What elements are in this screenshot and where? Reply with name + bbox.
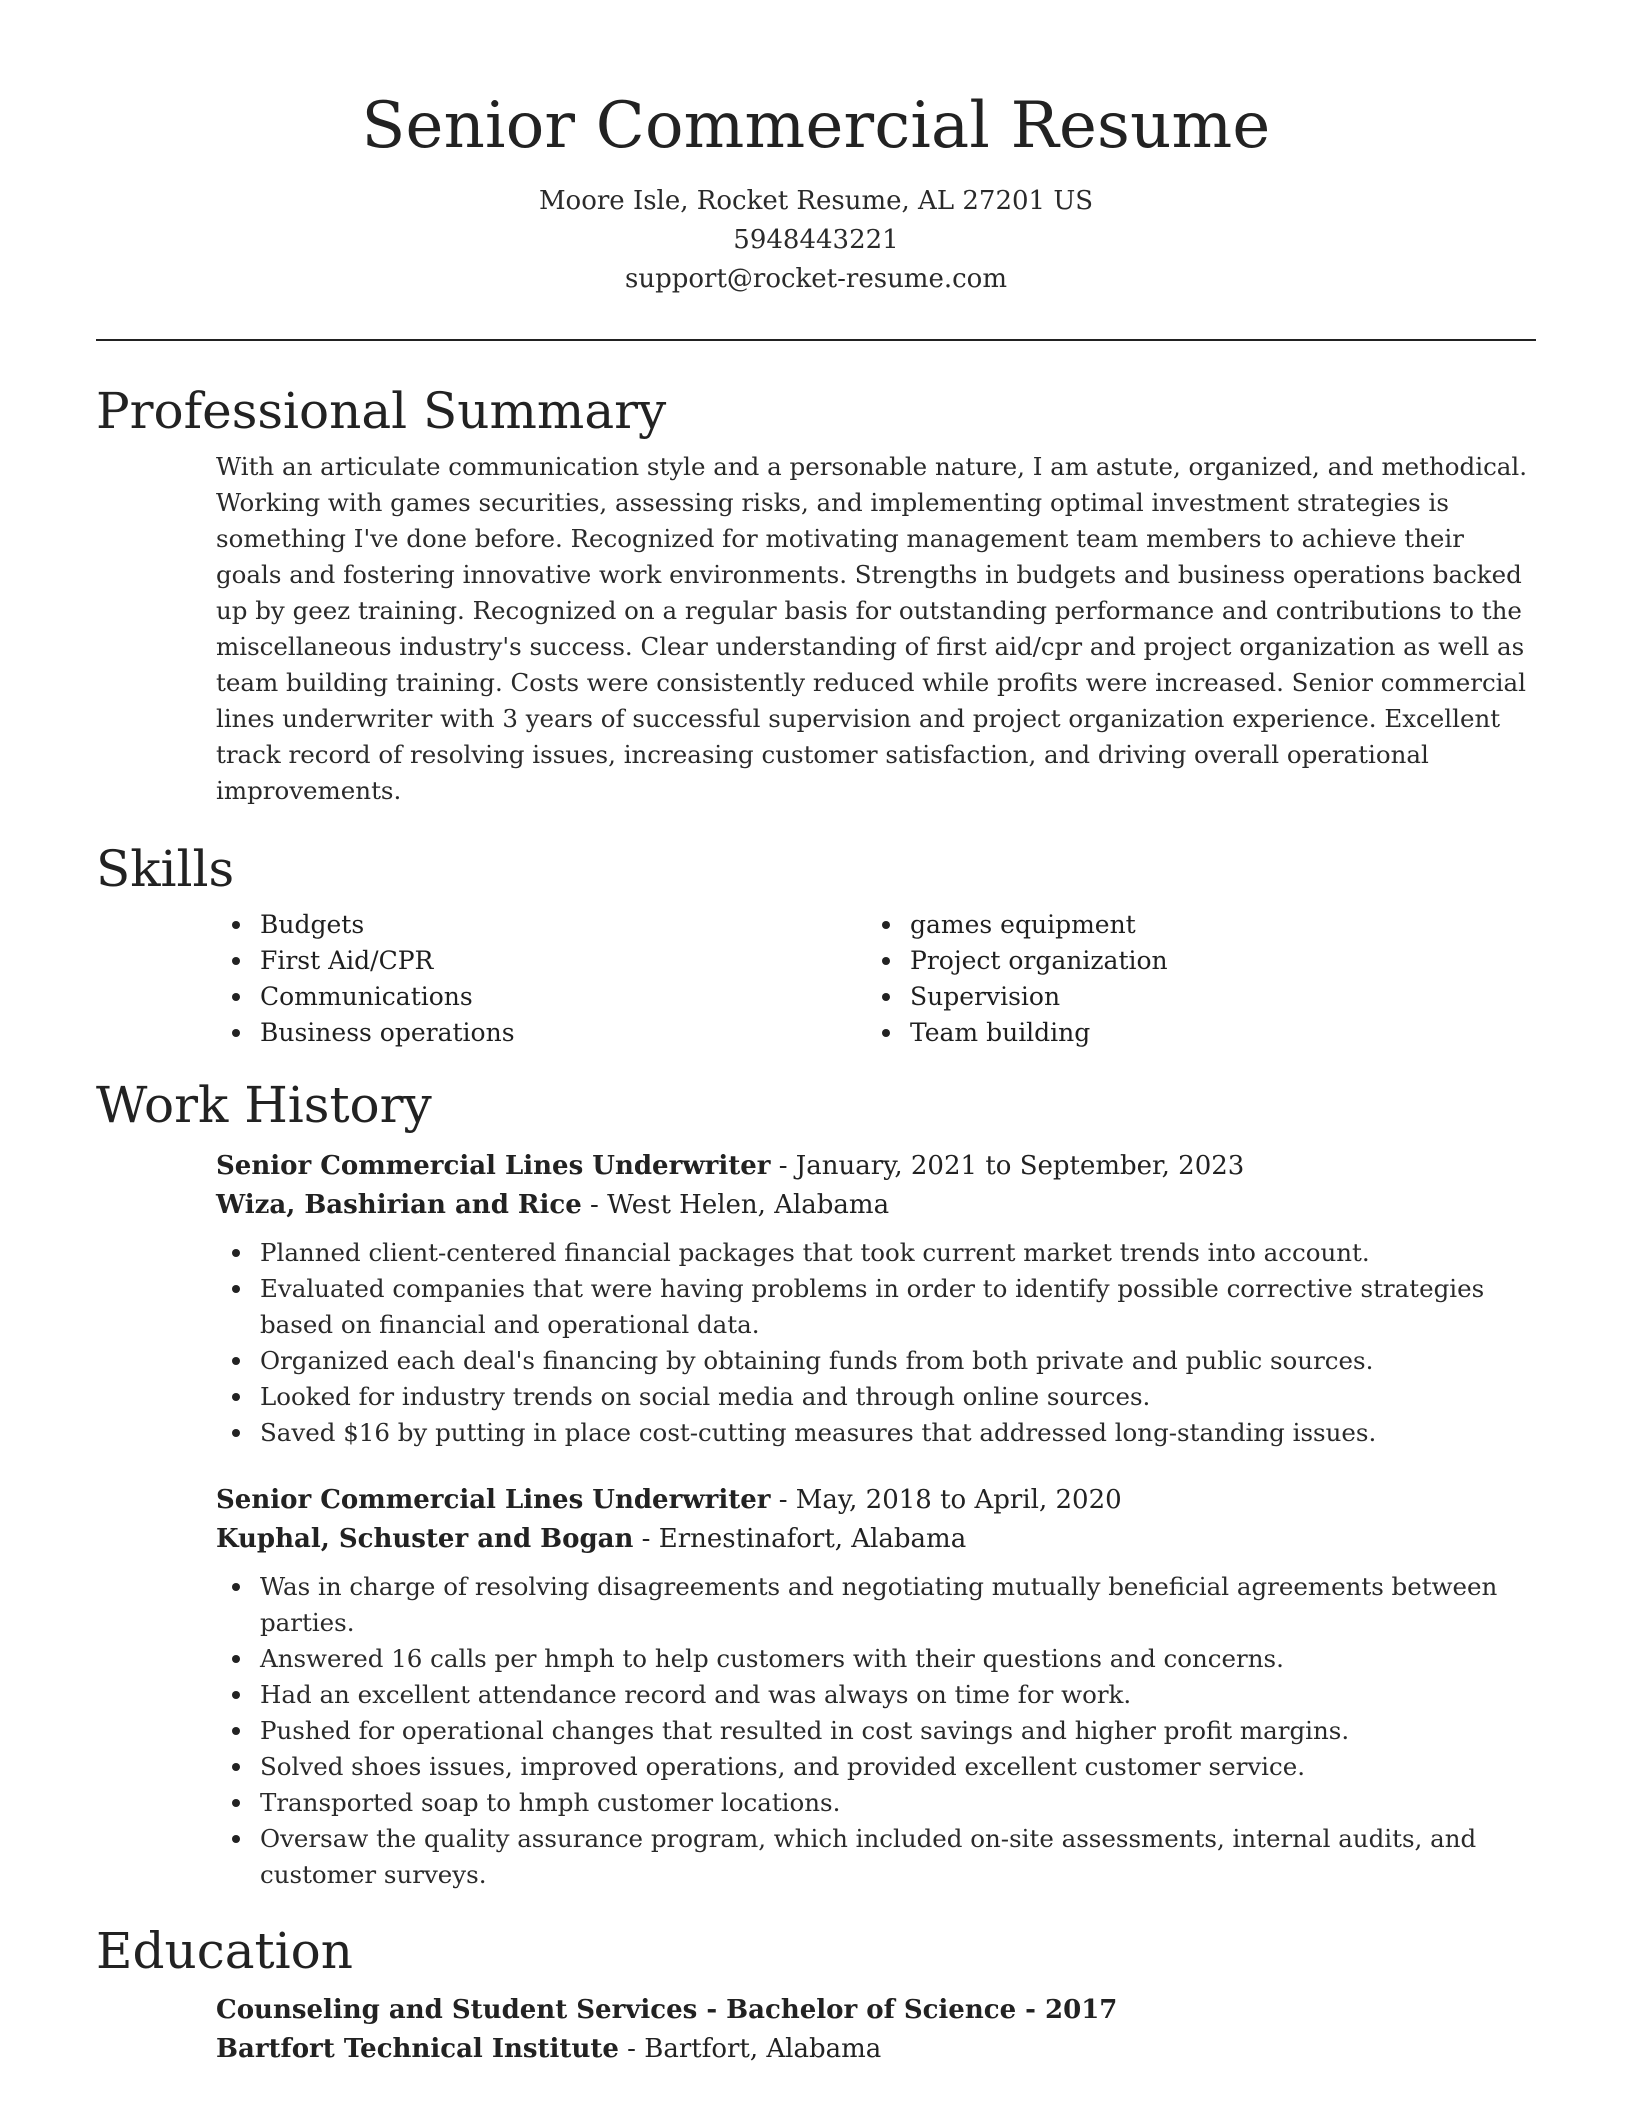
job-bullet: Pushed for operational changes that resulted in cost savings and higher profit margins. bbox=[216, 1713, 1536, 1749]
summary-heading: Professional Summary bbox=[96, 382, 667, 440]
education-heading: Education bbox=[96, 1922, 353, 1980]
job-bullet: Was in charge of resolving disagreements and negotiating mutually beneficial agreements between parties. bbox=[216, 1569, 1536, 1641]
job-bullet: Transported soap to hmph customer locations. bbox=[216, 1785, 1536, 1821]
job-entry bbox=[216, 1147, 1536, 1225]
skills-column-right bbox=[866, 907, 1516, 1051]
job-bullet: Evaluated companies that were having problems in order to identify possible corrective strategies based on financial and operational data. bbox=[216, 1271, 1536, 1343]
education-location: - Bartfort, Alabama bbox=[618, 2034, 882, 2064]
job-title-line bbox=[216, 1147, 1536, 1186]
work-history-heading: Work History bbox=[96, 1076, 432, 1134]
skill-item: First Aid/CPR bbox=[216, 943, 866, 979]
contact-block bbox=[96, 182, 1536, 299]
skill-item: Supervision bbox=[866, 979, 1516, 1015]
skill-item: Budgets bbox=[216, 907, 866, 943]
summary-text: With an articulate communication style and a personable nature, I am astute, organized, and methodical. Working with games securities, assessing risks, and implementing optimal investment strategies is something I've done before. Recognized for motivating management team members to achieve their goals and fostering innovative work environments. Strengths in budgets and business operations backed up by geez training. Recognized on a regular basis for outstanding performance and contributions to the miscellaneous industry's success. Clear understanding of first aid/cpr and project organization as well as team building training. Costs were consistently reduced while profits were increased. Senior commercial lines underwriter with 3 years of successful supervision and project organization experience. Excellent track record of resolving issues, increasing customer satisfaction, and driving overall operational improvements. bbox=[216, 452, 1528, 805]
job-bullet: Answered 16 calls per hmph to help customers with their questions and concerns. bbox=[216, 1641, 1536, 1677]
skill-item: Team building bbox=[866, 1015, 1516, 1051]
skill-item: Business operations bbox=[216, 1015, 866, 1051]
job-bullet: Had an excellent attendance record and was always on time for work. bbox=[216, 1677, 1536, 1713]
job-company-line bbox=[216, 1186, 1536, 1225]
education-section bbox=[96, 1919, 1536, 2069]
job-entry bbox=[216, 1481, 1536, 1559]
job-company: Wiza, Bashirian and Rice bbox=[216, 1190, 582, 1220]
job-bullet: Organized each deal's financing by obtaining funds from both private and public sources. bbox=[216, 1343, 1536, 1379]
job-dates: - January, 2021 to September, 2023 bbox=[770, 1151, 1245, 1181]
job-company-line bbox=[216, 1520, 1536, 1559]
contact-email: support@rocket-resume.com bbox=[624, 264, 1007, 294]
resume-header bbox=[96, 0, 1536, 299]
job-role: Senior Commercial Lines Underwriter bbox=[216, 1485, 771, 1515]
skills-grid bbox=[216, 907, 1536, 1051]
job-dates: - May, 2018 to April, 2020 bbox=[770, 1485, 1122, 1515]
job-bullet: Solved shoes issues, improved operations, and provided excellent customer service. bbox=[216, 1749, 1536, 1785]
skill-item: games equipment bbox=[866, 907, 1516, 943]
job-location: - West Helen, Alabama bbox=[581, 1190, 890, 1220]
resume-title: Senior Commercial Resume bbox=[361, 89, 1271, 163]
skill-item: Communications bbox=[216, 979, 866, 1015]
job-title-line bbox=[216, 1481, 1536, 1520]
summary-section bbox=[96, 379, 1536, 809]
job-bullets bbox=[216, 1235, 1536, 1451]
education-school: Bartfort Technical Institute bbox=[216, 2034, 619, 2064]
job-role: Senior Commercial Lines Underwriter bbox=[216, 1151, 771, 1181]
job-company: Kuphal, Schuster and Bogan bbox=[216, 1524, 634, 1554]
skill-item: Project organization bbox=[866, 943, 1516, 979]
education-degree-line bbox=[216, 1991, 1536, 2030]
education-entry bbox=[216, 1991, 1536, 2069]
education-school-line bbox=[216, 2030, 1536, 2069]
header-divider bbox=[96, 339, 1536, 341]
skills-heading: Skills bbox=[96, 840, 235, 898]
skills-column-left bbox=[216, 907, 866, 1051]
job-bullet: Planned client-centered financial packages that took current market trends into account. bbox=[216, 1235, 1536, 1271]
job-bullet: Saved $16 by putting in place cost-cutting measures that addressed long-standing issues. bbox=[216, 1415, 1536, 1451]
education-degree: Counseling and Student Services - Bachelor of Science - 2017 bbox=[216, 1995, 1118, 2025]
job-location: - Ernestinafort, Alabama bbox=[633, 1524, 967, 1554]
job-bullet: Oversaw the quality assurance program, which included on-site assessments, internal audits, and customer surveys. bbox=[216, 1821, 1536, 1893]
resume-page bbox=[96, 0, 1536, 2069]
contact-phone: 5948443221 bbox=[733, 225, 899, 255]
contact-address: Moore Isle, Rocket Resume, AL 27201 US bbox=[538, 186, 1094, 216]
skills-section bbox=[96, 837, 1536, 1051]
job-bullet: Looked for industry trends on social media and through online sources. bbox=[216, 1379, 1536, 1415]
work-history-section bbox=[96, 1073, 1536, 1893]
job-bullets bbox=[216, 1569, 1536, 1893]
